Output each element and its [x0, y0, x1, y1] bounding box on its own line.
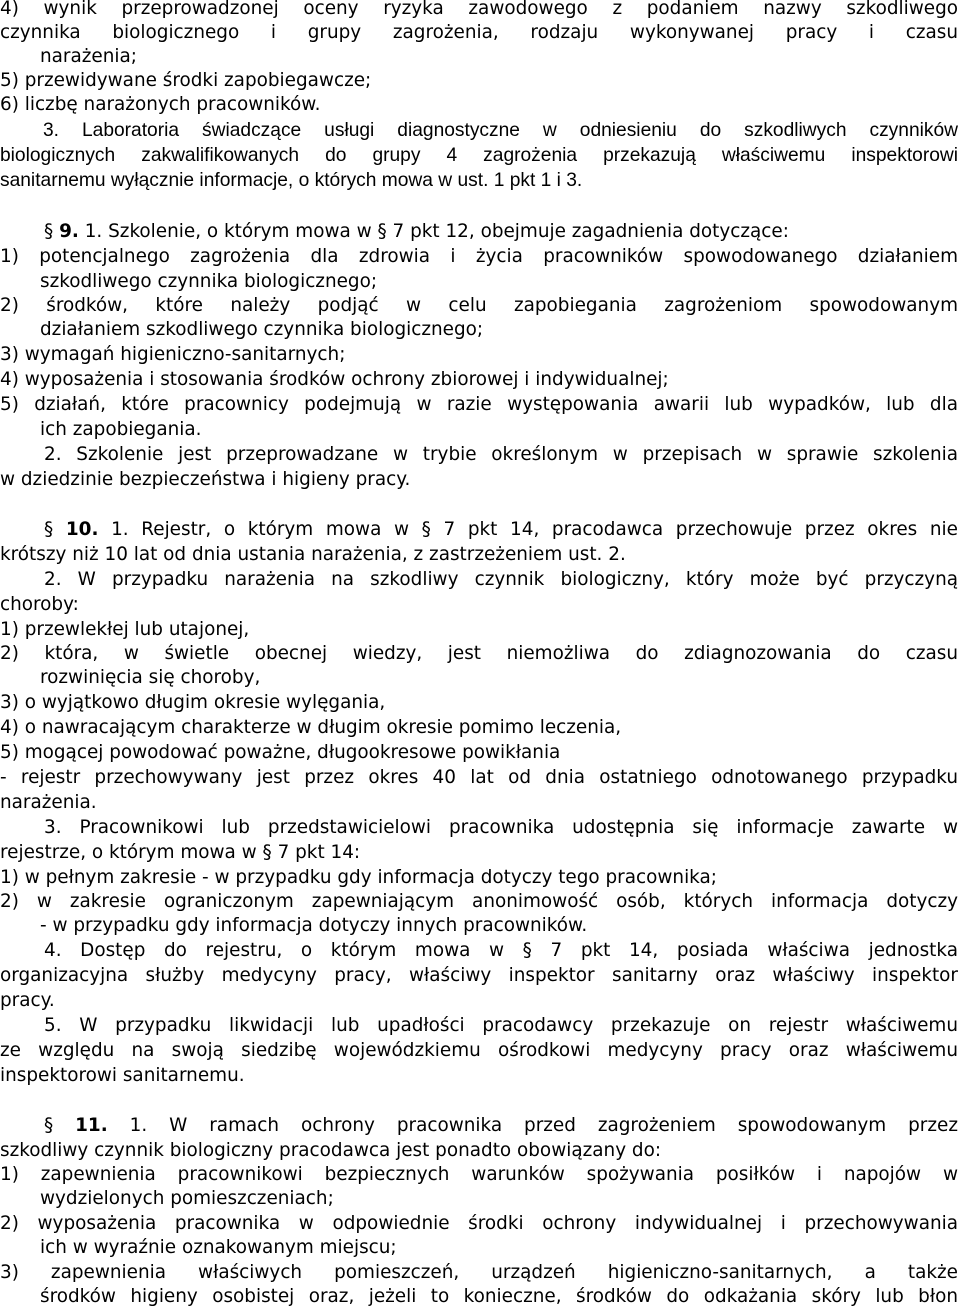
- section-text: 1. Rejestr, o którym mowa w § 7 pkt 14, pracodawca przechowuje przez okres nie: [111, 519, 958, 540]
- section-sign: §: [44, 1115, 54, 1136]
- text-line: 1) w pełnym zakresie - w przypadku gdy informacja dotyczy tego pracownika;: [0, 867, 717, 888]
- text-line: narażenia;: [40, 46, 137, 67]
- text-line: sanitarnemu wyłącznie informacje, o których mowa w ust. 1 pkt 1 i 3.: [0, 170, 583, 191]
- text-line: rozwinięcia się choroby,: [40, 667, 261, 688]
- text-line: 1) przewlekłej lub utajonej,: [0, 619, 250, 640]
- text-line: ich w wyraźnie oznakowanym miejscu;: [40, 1237, 397, 1258]
- text-line: - w przypadku gdy informacja dotyczy innych pracowników.: [40, 915, 588, 936]
- section-number: 9.: [59, 221, 79, 242]
- text-line: szkodliwy czynnik biologiczny pracodawca jest ponadto obowiązany do:: [0, 1140, 662, 1161]
- text-line: narażenia.: [0, 792, 97, 813]
- section-sign: §: [44, 221, 54, 242]
- text-line: 2. W przypadku narażenia na szkodliwy czynnik biologiczny, który może być przyczyną: [44, 569, 958, 590]
- section-sign: §: [44, 519, 54, 540]
- text-line: 2) która, w świetle obecnej wiedzy, jest niemożliwa do zdiagnozowania do czasu: [0, 643, 958, 664]
- text-line: 2. Szkolenie jest przeprowadzane w trybie określonym w przepisach w sprawie szkolenia: [44, 444, 958, 465]
- text-line: choroby:: [0, 594, 79, 615]
- text-line: 3) wymagań higieniczno-sanitarnych;: [0, 344, 346, 365]
- text-line: 5. W przypadku likwidacji lub upadłości pracodawcy przekazuje on rejestr właściwemu: [44, 1015, 958, 1036]
- text-line: 2) środków, które należy podjąć w celu zapobiegania zagrożeniom spowodowanym: [0, 295, 958, 316]
- text-line: 1) potencjalnego zagrożenia dla zdrowia i życia pracowników spowodowanego działaniem: [0, 246, 958, 267]
- text-line: ich zapobiegania.: [40, 419, 202, 440]
- text-line: krótszy niż 10 lat od dnia ustania narażenia, z zastrzeżeniem ust. 2.: [0, 544, 626, 565]
- section-heading-10: [44, 518, 958, 542]
- text-line: szkodliwego czynnika biologicznego;: [40, 271, 378, 292]
- text-line: działaniem szkodliwego czynnika biologicznego;: [40, 319, 484, 340]
- text-line: wydzielonych pomieszczeniach;: [40, 1188, 334, 1209]
- text-line: 5) mogącej powodować poważne, długookresowe powikłania: [0, 742, 561, 763]
- text-line: 3. Pracownikowi lub przedstawicielowi pracownika udostępnia się informacje zawarte w: [44, 817, 958, 838]
- section-text: 1. W ramach ochrony pracownika przed zagrożeniem spowodowanym przez: [129, 1115, 958, 1136]
- text-line: 6) liczbę narażonych pracowników.: [0, 94, 321, 115]
- text-line: 5) działań, które pracownicy podejmują w razie występowania awarii lub wypadków, lub dla: [0, 394, 958, 415]
- text-line: 2) wyposażenia pracownika w odpowiednie środki ochrony indywidualnej i przechowywania: [0, 1213, 958, 1234]
- text-line: organizacyjna służby medycyny pracy, właściwy inspektor sanitarny oraz właściwy inspektor: [0, 965, 958, 986]
- text-line: w dziedzinie bezpieczeństwa i higieny pracy.: [0, 469, 411, 490]
- text-line: czynnika biologicznego i grupy zagrożenia, rodzaju wykonywanej pracy i czasu: [0, 22, 958, 43]
- text-line: 3. Laboratoria świadczące usługi diagnostyczne w odniesieniu do szkodliwych czynników: [43, 120, 958, 141]
- text-line: 4) o nawracającym charakterze w długim okresie pomimo leczenia,: [0, 717, 622, 738]
- text-line: inspektorowi sanitarnemu.: [0, 1065, 245, 1086]
- section-heading-11: [44, 1114, 958, 1138]
- section-text: 1. Szkolenie, o którym mowa w § 7 pkt 12, obejmuje zagadnienia dotyczące:: [84, 221, 789, 242]
- text-line: 3) zapewnienia właściwych pomieszczeń, urządzeń higieniczno-sanitarnych, a także: [0, 1262, 958, 1283]
- text-line: 4) wynik przeprowadzonej oceny ryzyka zawodowego z podaniem nazwy szkodliwego: [0, 0, 958, 19]
- text-line: środków higieny osobistej oraz, jeżeli to konieczne, środków do odkażania skóry lub błon: [40, 1286, 958, 1307]
- section-heading-9: [44, 220, 958, 244]
- text-line: 2) w zakresie ograniczonym zapewniającym anonimowość osób, których informacja dotyczy: [0, 891, 958, 912]
- text-line: pracy.: [0, 990, 55, 1011]
- section-number: 11.: [75, 1115, 108, 1136]
- text-line: - rejestr przechowywany jest przez okres 40 lat od dnia ostatniego odnotowanego przypadku: [0, 767, 958, 788]
- text-line: rejestrze, o którym mowa w § 7 pkt 14:: [0, 842, 361, 863]
- text-line: 1) zapewnienia pracownikowi bezpiecznych warunków spożywania posiłków i napojów w: [0, 1164, 958, 1185]
- text-line: 4) wyposażenia i stosowania środków ochrony zbiorowej i indywidualnej;: [0, 369, 669, 390]
- text-line: 5) przewidywane środki zapobiegawcze;: [0, 70, 372, 91]
- section-number: 10.: [65, 519, 99, 540]
- text-line: 3) o wyjątkowo długim okresie wylęgania,: [0, 692, 386, 713]
- text-line: biologicznych zakwalifikowanych do grupy 4 zagrożenia przekazują właściwemu inspektorowi: [0, 145, 958, 166]
- text-line: 4. Dostęp do rejestru, o którym mowa w § 7 pkt 14, posiada właściwa jednostka: [44, 940, 958, 961]
- text-line: ze względu na swoją siedzibę wojewódzkiemu ośrodkowi medycyny pracy oraz właściwemu: [0, 1040, 958, 1061]
